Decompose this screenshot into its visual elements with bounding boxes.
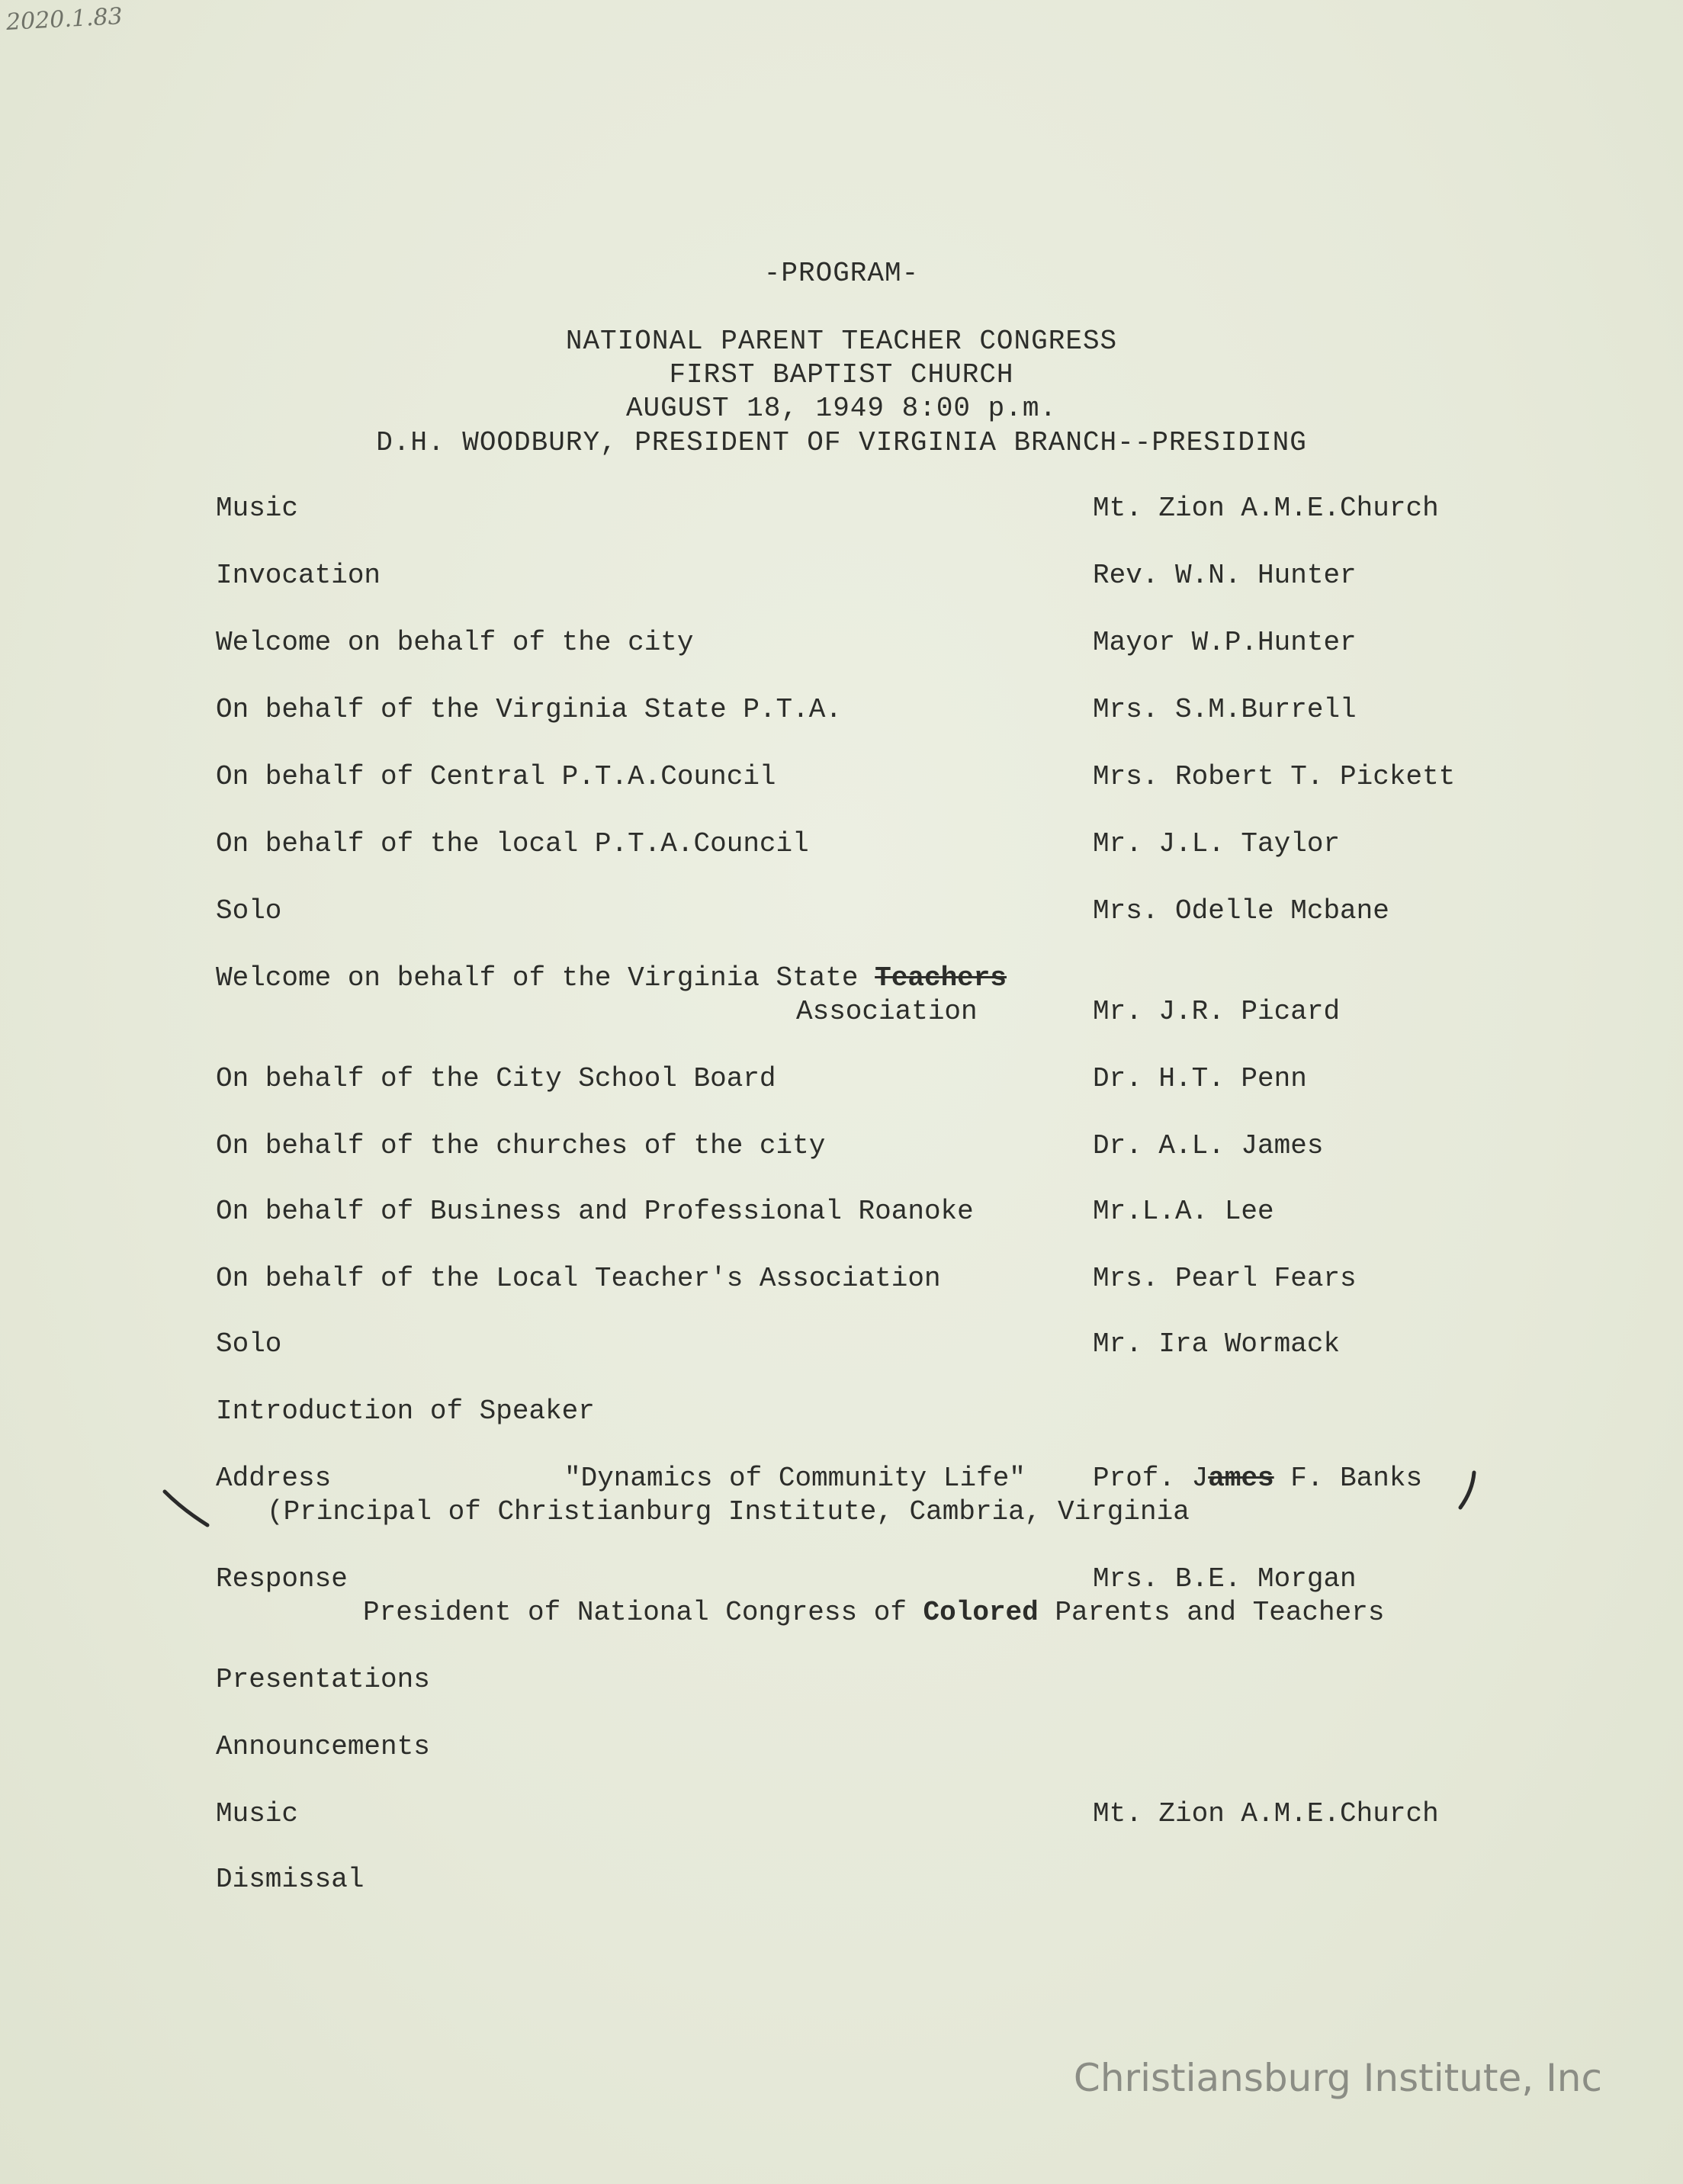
program-item <box>0 1731 1683 1766</box>
item-person: Mr. Ira Wormack <box>1093 1328 1341 1360</box>
program-item <box>0 694 1683 729</box>
item-label: Welcome on behalf of the city <box>216 627 694 658</box>
program-item <box>0 627 1683 662</box>
item-person: Mayor W.P.Hunter <box>1093 627 1357 658</box>
address-title: "Dynamics of Community Life" <box>564 1463 1026 1494</box>
item-label: Welcome on behalf of the Virginia State Teachers <box>216 962 1007 994</box>
program-item <box>0 1396 1683 1431</box>
speaker-affiliation: (Principal of Christianburg Institute, Cambria, Virginia <box>267 1496 1190 1527</box>
watermark: Christiansburg Institute, Inc <box>1073 2056 1602 2100</box>
handwritten-right-mark <box>1453 1468 1483 1514</box>
respondent-title: President of National Congress of Colored Parents and Teachers <box>363 1597 1385 1628</box>
item-person: Mrs. S.M.Burrell <box>1093 694 1357 725</box>
item-label: Introduction of Speaker <box>216 1396 595 1427</box>
program-item <box>0 493 1683 528</box>
item-label: Invocation <box>216 560 381 591</box>
program-item <box>0 1130 1683 1165</box>
program-item <box>0 962 1683 997</box>
item-person: Mr. J.L. Taylor <box>1093 828 1341 859</box>
item-label: Response <box>216 1563 348 1595</box>
item-label: Music <box>216 493 299 524</box>
item-label: On behalf of the Local Teacher's Association <box>216 1263 941 1294</box>
item-label: Solo <box>216 895 282 927</box>
item-label: Address <box>216 1463 332 1494</box>
item-label: Presentations <box>216 1664 430 1695</box>
item-label: Dismissal <box>216 1864 365 1895</box>
item-label-continued: Association <box>796 996 978 1027</box>
item-label: Music <box>216 1798 299 1829</box>
program-item-address <box>0 1463 1683 1498</box>
program-item <box>0 1798 1683 1833</box>
item-label: On behalf of the local P.T.A.Council <box>216 828 809 859</box>
handwritten-left-mark <box>160 1487 214 1533</box>
item-person: Dr. H.T. Penn <box>1093 1063 1307 1094</box>
struck-name: ames <box>1208 1463 1274 1494</box>
item-label: Announcements <box>216 1731 430 1762</box>
item-person: Mr.L.A. Lee <box>1093 1196 1274 1227</box>
item-label: On behalf of the churches of the city <box>216 1130 826 1161</box>
item-person: Mr. J.R. Picard <box>1093 996 1341 1027</box>
item-person: Mt. Zion A.M.E.Church <box>1093 493 1439 524</box>
item-person: Prof. James F. Banks <box>1093 1463 1423 1494</box>
program-item <box>0 761 1683 796</box>
item-label: On behalf of the Virginia State P.T.A. <box>216 694 842 725</box>
event-venue: FIRST BAPTIST CHURCH <box>669 359 1014 390</box>
event-date-time: AUGUST 18, 1949 8:00 p.m. <box>625 393 1058 424</box>
item-person: Mrs. Robert T. Pickett <box>1093 761 1456 792</box>
program-heading: -PROGRAM- <box>763 258 920 289</box>
program-item <box>0 895 1683 930</box>
item-person: Mrs. Odelle Mcbane <box>1093 895 1389 927</box>
program-item <box>0 828 1683 863</box>
program-item <box>0 1563 1683 1598</box>
catalog-number: 2020.1.83 <box>5 3 124 36</box>
program-item <box>0 1864 1683 1899</box>
item-label: On behalf of Central P.T.A.Council <box>216 761 776 792</box>
item-person: Rev. W.N. Hunter <box>1093 560 1357 591</box>
program-item <box>0 1328 1683 1363</box>
item-person: Mt. Zion A.M.E.Church <box>1093 1798 1439 1829</box>
item-label: Solo <box>216 1328 282 1360</box>
program-item <box>0 1664 1683 1699</box>
event-title: NATIONAL PARENT TEACHER CONGRESS <box>565 326 1118 357</box>
program-item <box>0 1196 1683 1231</box>
item-person: Mrs. Pearl Fears <box>1093 1263 1357 1294</box>
program-item <box>0 1263 1683 1298</box>
item-person: Mrs. B.E. Morgan <box>1093 1563 1357 1595</box>
item-label: On behalf of Business and Professional Roanoke <box>216 1196 974 1227</box>
item-person: Dr. A.L. James <box>1093 1130 1324 1161</box>
program-item-continued <box>0 996 1683 1031</box>
item-label: On behalf of the City School Board <box>216 1063 776 1094</box>
program-item <box>0 560 1683 595</box>
struck-word: Teachers <box>875 962 1007 994</box>
event-presiding: D.H. WOODBURY, PRESIDENT OF VIRGINIA BRANCH--PRESIDING <box>376 427 1307 458</box>
program-item <box>0 1063 1683 1098</box>
